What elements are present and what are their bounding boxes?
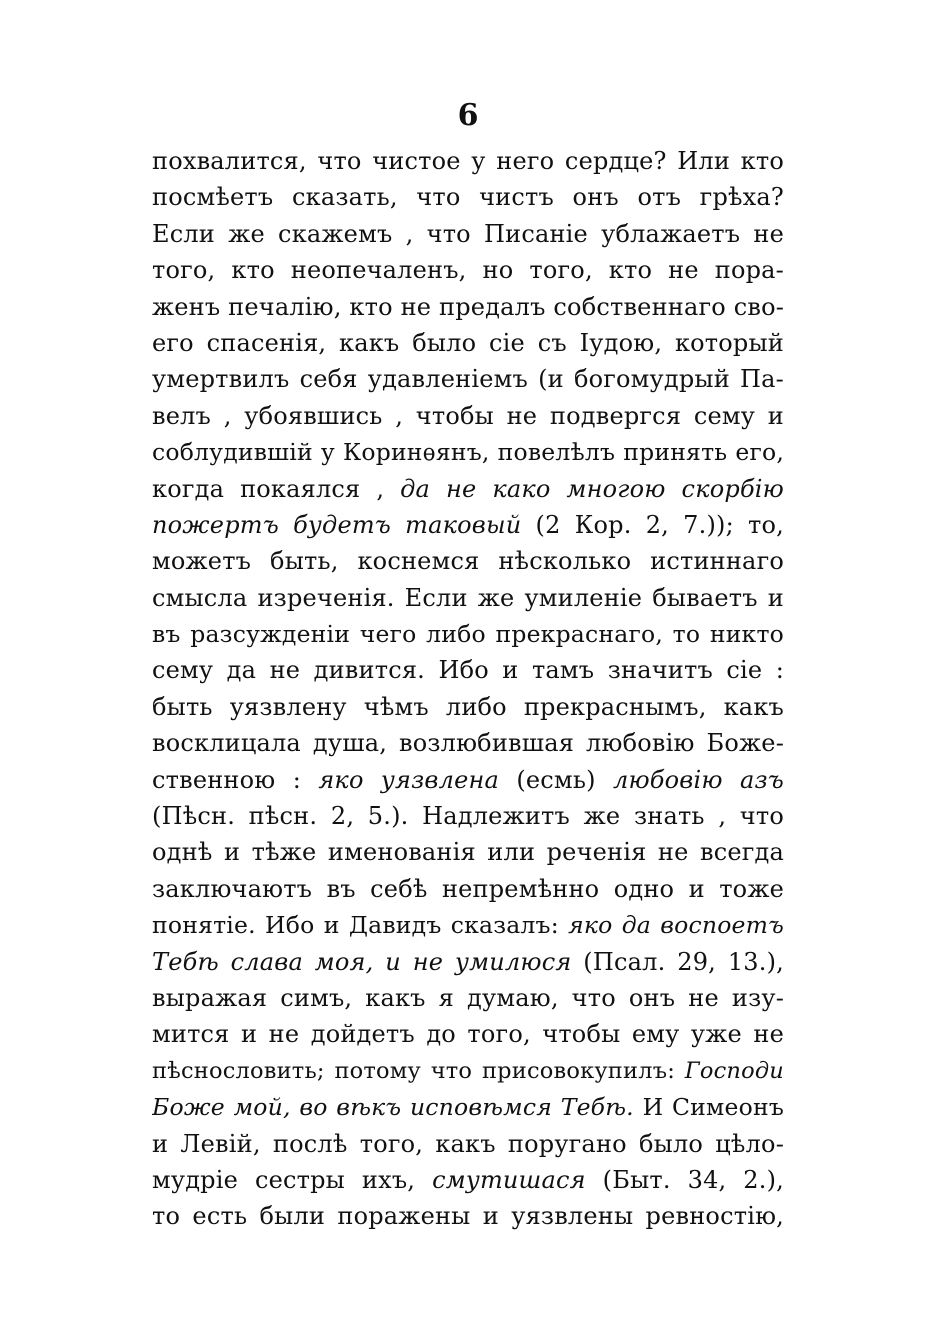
text-segment: заключаютъ въ себѣ непремѣнно одно и тоже	[152, 874, 784, 903]
text-line	[152, 216, 784, 252]
text-segment: восклицала душа, возлюбившая любовію Боже-	[152, 729, 784, 758]
text-segment: то есть были поражены и уязвлены ревностію,	[152, 1202, 784, 1231]
text-line	[152, 1016, 784, 1052]
text-segment: похвалится, что чистое у него сердце? Или кто	[152, 147, 784, 175]
text-segment: (2 Кор. 2, 7.)); то,	[521, 510, 784, 539]
text-segment: быть уязвлену чѣмъ либо прекраснымъ, какъ	[152, 692, 784, 721]
text-segment: пѣснословить; потому что присовокупилъ:	[152, 1057, 685, 1084]
text-segment: (Псал. 29, 13.),	[571, 947, 784, 976]
text-line	[152, 1162, 784, 1198]
text-line	[152, 944, 784, 980]
text-segment: умертвилъ себя удавленіемъ (и богомудрый Па-	[152, 365, 784, 394]
text-segment: мудріе сестры ихъ,	[152, 1165, 433, 1194]
text-segment: можетъ быть, коснемся нѣсколько истиннаго	[152, 547, 784, 576]
italic-segment: да не како многою скорбію	[400, 474, 784, 503]
page-number: 6	[457, 98, 479, 133]
text-segment: когда покаялся ,	[152, 474, 401, 503]
text-segment: соблудившій у Коринѳянъ, повелѣлъ принять его,	[152, 438, 784, 467]
text-line	[152, 798, 784, 834]
text-line	[152, 907, 784, 943]
text-line	[152, 543, 784, 579]
text-segment: (есмь)	[499, 765, 613, 794]
text-segment: и Левій, послѣ того, какъ поругано было цѣло-	[152, 1129, 784, 1158]
text-line	[152, 580, 784, 616]
text-segment: (Пѣсн. пѣсн. 2, 5.). Надлежитъ же знать , что	[152, 802, 784, 831]
text-segment: Если же скажемъ , что Писаніе ублажаетъ не	[152, 219, 784, 248]
text-line	[152, 179, 784, 215]
text-segment: велъ , убоявшись , чтобы не подвергся сему и	[152, 401, 784, 430]
italic-segment: Господи	[684, 1057, 784, 1084]
text-line	[152, 289, 784, 325]
text-line	[152, 434, 784, 470]
italic-segment: пожертъ будетъ таковый	[152, 510, 522, 539]
text-line	[152, 507, 784, 543]
text-line	[152, 143, 784, 179]
text-line	[152, 325, 784, 361]
text-segment: смысла изреченія. Если же умиленіе бываетъ и	[152, 583, 784, 612]
text-line	[152, 980, 784, 1016]
text-segment: однѣ и тѣже именованія или реченія не всегда	[152, 838, 784, 867]
text-segment: мится и не дойдетъ до того, чтобы ему уже не	[152, 1020, 784, 1049]
italic-segment: яко уязвлена	[318, 765, 500, 794]
text-segment: сему да не дивится. Ибо и тамъ значитъ сіе :	[152, 656, 784, 685]
italic-segment: смутишася	[432, 1165, 586, 1194]
body-text	[152, 143, 784, 1235]
italic-segment: Боже мой, во вѣкъ исповѣмся Тебѣ.	[152, 1093, 634, 1122]
italic-segment: любовію азъ	[612, 765, 784, 794]
text-line	[152, 361, 784, 397]
text-line	[152, 471, 784, 507]
text-segment: посмѣетъ сказать, что чистъ онъ отъ грѣха?	[152, 183, 784, 212]
italic-segment: Тебѣ слава моя, и не умилюся	[152, 947, 572, 976]
text-line	[152, 398, 784, 434]
text-line	[152, 252, 784, 288]
text-line	[152, 1053, 784, 1089]
text-line	[152, 871, 784, 907]
text-segment: въ разсужденіи чего либо прекраснаго, то никто	[152, 620, 784, 649]
text-segment: понятіе. Ибо и Давидъ сказалъ:	[152, 911, 569, 940]
text-segment: ственною :	[152, 765, 319, 794]
text-line	[152, 834, 784, 870]
text-segment: выражая симъ, какъ я думаю, что онъ не изу-	[152, 983, 784, 1012]
text-segment: женъ печалію, кто не предалъ собственнаго сво-	[152, 292, 784, 321]
italic-segment: яко да воспоетъ	[568, 911, 784, 940]
text-line	[152, 689, 784, 725]
text-segment: того, кто неопечаленъ, но того, кто не пора-	[152, 256, 784, 285]
text-line	[152, 725, 784, 761]
text-line	[152, 1198, 784, 1234]
text-line	[152, 762, 784, 798]
text-segment: его спасенія, какъ было сіе съ Іудою, который	[152, 328, 784, 357]
text-line	[152, 652, 784, 688]
text-line	[152, 1089, 784, 1125]
text-segment: И Симеонъ	[633, 1093, 784, 1122]
text-segment: (Быт. 34, 2.),	[585, 1165, 784, 1194]
text-line	[152, 616, 784, 652]
text-line	[152, 1126, 784, 1162]
